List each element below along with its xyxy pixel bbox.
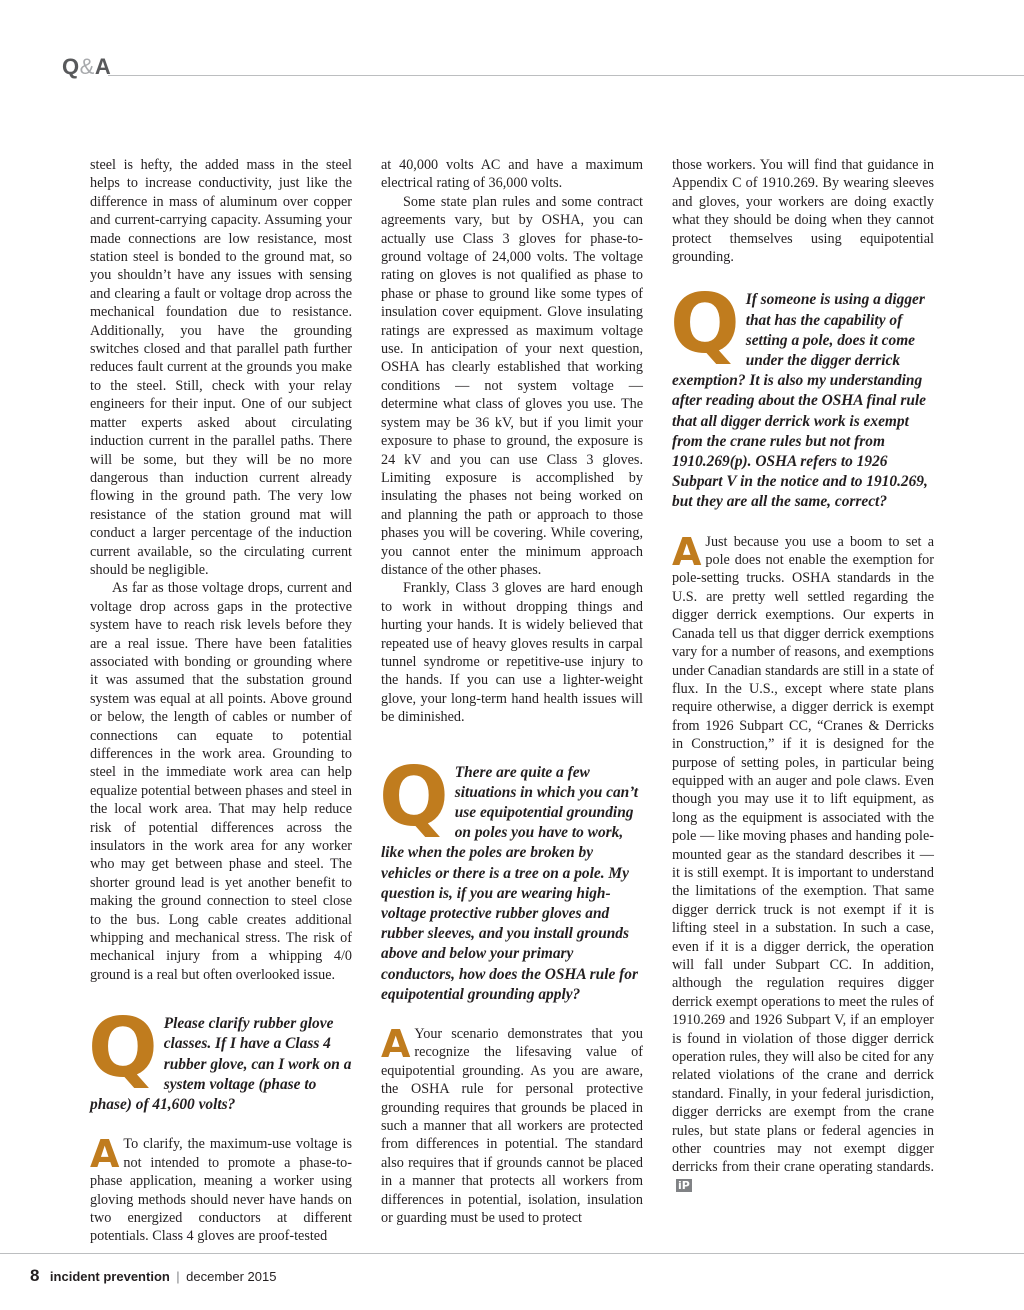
answer-paragraph <box>672 529 934 1196</box>
issue-date: december 2015 <box>186 1269 277 1284</box>
answer-paragraph <box>381 1022 643 1227</box>
section-label-ampersand: & <box>79 54 95 79</box>
paragraph: Frankly, Class 3 gloves are hard enough to work in without dropping things and hurting your hands. It is widely believed that repeated use of heavy gloves results in carpal tunnel syndrome or repetitive-use injury to the hands. If you can use a lighter-weight glove, your long-term hand health issues will be diminished. <box>381 580 643 726</box>
paragraph: those workers. You will find that guidance in Appendix C of 1910.269. By wearing sleeves and gloves, your workers are doing exactly what they should be doing when they cannot protect themselves using equipotential grounding. <box>672 157 934 266</box>
article-column-1 <box>90 156 352 1246</box>
paragraph: As far as those voltage drops, current and voltage drop across gaps in the protective system have to reach risk levels before they are a real issue. There have been fatalities associated with bonding or grounding where it was assumed that the substation ground system was equal at all points. Above ground or below, the length of cables or number of connections can equate to potential differences in the work area. Grounding to steel in the immediate work area can help equalize potential between phases and steel in the local work area. That may help reduce risk of potential differences across the insulators in the work area for any worker who may get between phase and steel. The shorter ground lead is yet another benefit to making the ground connection to steel close to the bus. Long cable creates additional whipping and mechanical stress. The risk of mechanical injury from a whipping 4/0 ground is a real but often overlooked issue. <box>90 580 352 983</box>
page-footer <box>30 1266 276 1286</box>
article-column-3 <box>672 156 934 1195</box>
answer-text: Just because you use a boom to set a pole does not enable the exemption for pole-setting trucks. OSHA standards in the U.S. are pretty well settled regarding the digger derrick exemptions. Our experts in Canada tell us that digger derrick exemptions vary for a number of reasons, and exemptions under Canadian standards are still in a state of flux. In the U.S., except where state plans require otherwise, a digger derrick is exempt from 1926 Subpart CC, “Cranes & Derricks in Construction,” if it is designed for the purpose of setting poles, in particular being equipped with an auger and pole claws. Even though you may use it to lift equipment, as long as the equipment is associated with the pole — like moving phases and handing pole-mounted gear as the standard describes it — it is still exempt. It is important to understand the limitations of the exemption. That same digger derrick truck is not exempt if it is lifting steel in a substation. In such a case, even if it is a digger derrick, the operation will fall under Subpart CC. In addition, although the regulation requires digger derrick exempt operations to meet the rules of 1910.269 and 1926 Subpart V, if an employer is found in violation of those digger derrick operation rules, they will also be cited for any related violations of the crane and derrick standard. Finally, in your federal jurisdiction, digger derricks are exempt from the crane rules, but state plans or federal agencies in other countries may not exempt digger derricks from their crane operating standards. <box>672 533 934 1176</box>
section-label-q: Q <box>62 54 80 79</box>
answer-text: To clarify, the maximum-use voltage is not intended to promote a phase-to-phase application, meaning a worker using gloving methods should never have hands on two energized conductors at different potentials. Class 4 gloves are proof-tested <box>90 1136 352 1245</box>
footer-rule <box>0 1253 1024 1254</box>
question-text: Please clarify rubber glove classes. If I have a Class 4 rubber glove, can I work on a system voltage (phase to phase) of 41,600 volts? <box>90 1015 352 1114</box>
question-block <box>379 749 643 1005</box>
end-of-article-mark: iP <box>678 1178 690 1192</box>
paragraph: at 40,000 volts AC and have a maximum electrical rating of 36,000 volts. <box>381 157 643 192</box>
answer-paragraph <box>90 1132 352 1245</box>
question-text: If someone is using a digger that has the capability of setting a pole, does it come under the digger derrick exemption? It is also my understanding after reading about the OSHA final rule that all digger derrick work is exempt from the crane rules but not from 1910.269(p). OSHA refers to 1926 Subpart V in the notice and to 1910.269, but they are all the same, correct? <box>672 291 928 511</box>
paragraph: Some state plan rules and some contract agreements vary, but by OSHA, you can actually use Class 3 gloves for phase-to-ground voltage of 24,000 volts. The voltage rating on gloves is not qualified as phase to phase or phase to ground like some types of insulation cover equipment. Glove insulating ratings are expressed as maximum voltage use. In anticipation of your next question, OSHA has clearly established that working conditions — not system voltage — determine what class of gloves you use. The system may be 36 kV, but if you limit your exposure to phase to ground, the exposure is 24 kV and you can use Class 3 gloves. Limiting exposure is accomplished by insulating the phases not being worked on and planning the path or approach to those phases you will be covering. While covering, you cannot enter the minimum approach distance of the other phases. <box>381 193 643 578</box>
answer-drop-cap: A <box>90 1132 120 1177</box>
question-block <box>88 1001 352 1115</box>
section-label <box>62 54 111 80</box>
page-number: 8 <box>30 1266 40 1285</box>
footer-separator: | <box>176 1269 180 1284</box>
question-block <box>670 277 934 512</box>
publication-name: incident prevention <box>49 1269 170 1284</box>
question-text: There are quite a few situations in which you can’t use equipotential grounding on poles you have to work, like when the poles are broken by vehicles or there is a tree on a pole. My question is, if you are wearing high-voltage protective rubber gloves and rubber sleeves, and you install grounds above and below your primary conductors, how does the OSHA rule for equipotential grounding apply? <box>381 763 639 1003</box>
question-drop-cap: Q <box>670 277 740 373</box>
section-label-a: A <box>94 54 112 79</box>
header-rule <box>108 75 1024 76</box>
paragraph: steel is hefty, the added mass in the steel helps to increase conductivity, just like the difference in mass of aluminum over copper and current-carrying capacity. Assuming your made connections are low resistance, most station steel is bonded to the ground mat, so you shouldn’t have any issues with sensing and clearing a fault or voltage drop across the mechanical foundation due to resistance. Additionally, you have the grounding switches closed and that parallel path further reduces fault current at the grounds you make to the steel. Still, check with your relay engineers for their input. One of our subject matter experts asked about circulating induction current in the parallel paths. There will be some, but they will be no more dangerous than induction current already flowing in the ground path. The very low resistance of the station ground mat will conduct a larger percentage of the induction current available, so the circulating current should be negligible. <box>90 157 352 578</box>
answer-drop-cap: A <box>672 529 702 574</box>
question-drop-cap: Q <box>379 749 449 845</box>
question-drop-cap: Q <box>88 1001 158 1097</box>
answer-drop-cap: A <box>381 1022 411 1067</box>
article-column-2 <box>381 156 643 1228</box>
answer-text: Your scenario demonstrates that you recognize the lifesaving value of equipotential grounding. As you are aware, the OSHA rule for personal protective grounding requires that grounds be placed in such a manner that all workers are protected from differences in potential. The standard also requires that if grounds cannot be placed in a manner that protects all workers from differences in potential, isolation, insulation or guarding must be used to protect <box>381 1026 643 1227</box>
